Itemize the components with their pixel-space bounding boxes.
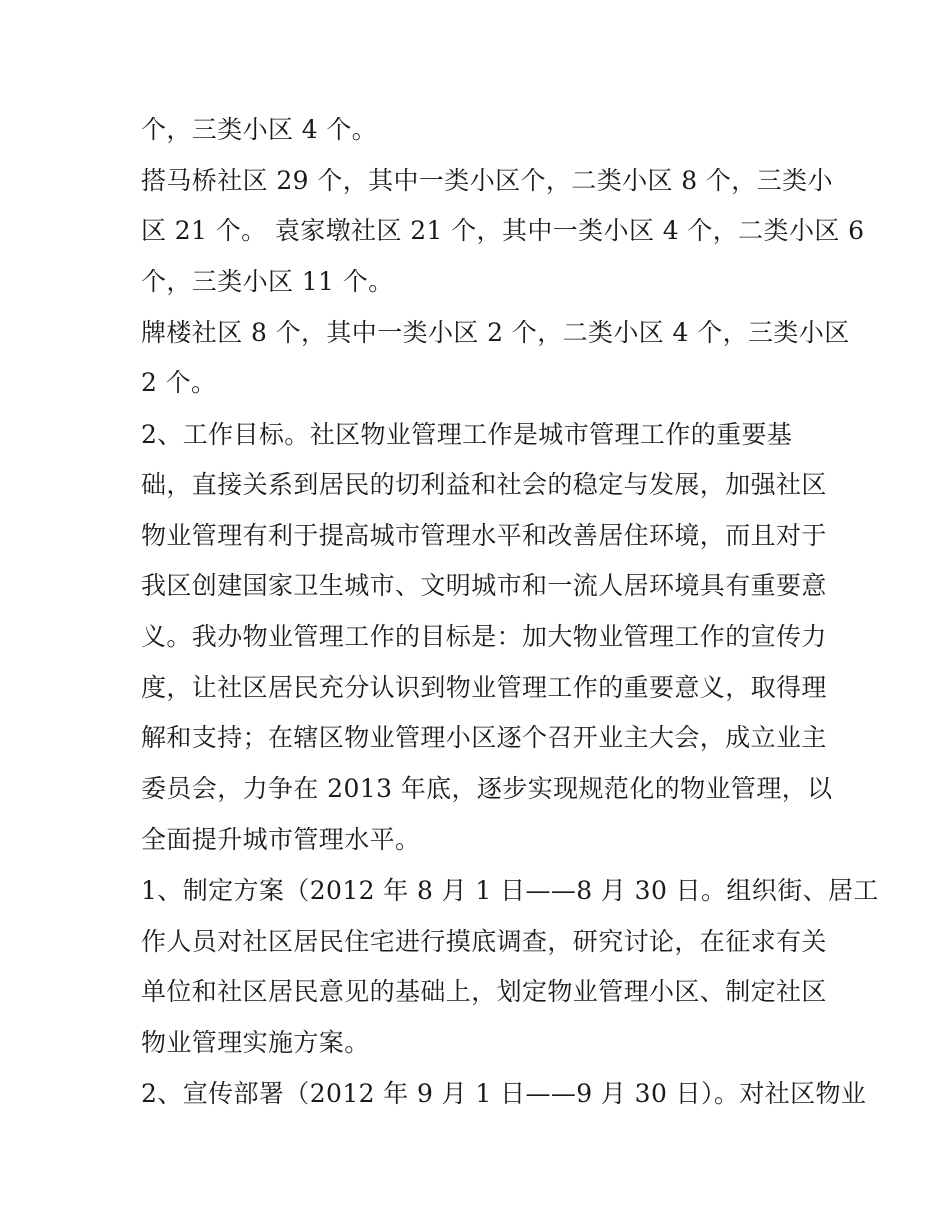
text-line: 2 个。 bbox=[141, 368, 217, 397]
text-line: 义。我办物业管理工作的目标是：加大物业管理工作的宣传力 bbox=[141, 622, 827, 651]
text-line: 个，三类小区 11 个。 bbox=[141, 267, 394, 296]
text-line: 础，直接关系到居民的切利益和社会的稳定与发展，加强社区 bbox=[141, 470, 827, 499]
text-line: 单位和社区居民意见的基础上，划定物业管理小区、制定社区 bbox=[141, 977, 827, 1006]
text-line: 我区创建国家卫生城市、文明城市和一流人居环境具有重要意 bbox=[141, 571, 827, 600]
text-line: 作人员对社区居民住宅进行摸底调查，研究讨论，在征求有关 bbox=[141, 927, 827, 956]
text-line: 1、制定方案（2012 年 8 月 1 日——8 月 30 日。组织街、居工 bbox=[141, 876, 879, 905]
text-line: 2、宣传部署（2012 年 9 月 1 日——9 月 30 日）。对社区物业 bbox=[141, 1079, 867, 1108]
text-line: 个，三类小区 4 个。 bbox=[141, 115, 378, 144]
text-line: 牌楼社区 8 个，其中一类小区 2 个，二类小区 4 个，三类小区 bbox=[141, 318, 850, 347]
text-line: 解和支持；在辖区物业管理小区逐个召开业主大会，成立业主 bbox=[141, 723, 827, 752]
text-line: 2、工作目标。社区物业管理工作是城市管理工作的重要基 bbox=[141, 420, 793, 449]
text-line: 搭马桥社区 29 个，其中一类小区个，二类小区 8 个，三类小 bbox=[141, 166, 833, 195]
text-line: 全面提升城市管理水平。 bbox=[141, 825, 421, 854]
text-line: 物业管理实施方案。 bbox=[141, 1028, 370, 1057]
text-line: 区 21 个。 袁家墩社区 21 个，其中一类小区 4 个，二类小区 6 bbox=[141, 216, 865, 245]
text-line: 物业管理有利于提高城市管理水平和改善居住环境，而且对于 bbox=[141, 521, 827, 550]
text-line: 度，让社区居民充分认识到物业管理工作的重要意义，取得理 bbox=[141, 673, 827, 702]
text-line: 委员会，力争在 2013 年底，逐步实现规范化的物业管理，以 bbox=[141, 774, 833, 803]
